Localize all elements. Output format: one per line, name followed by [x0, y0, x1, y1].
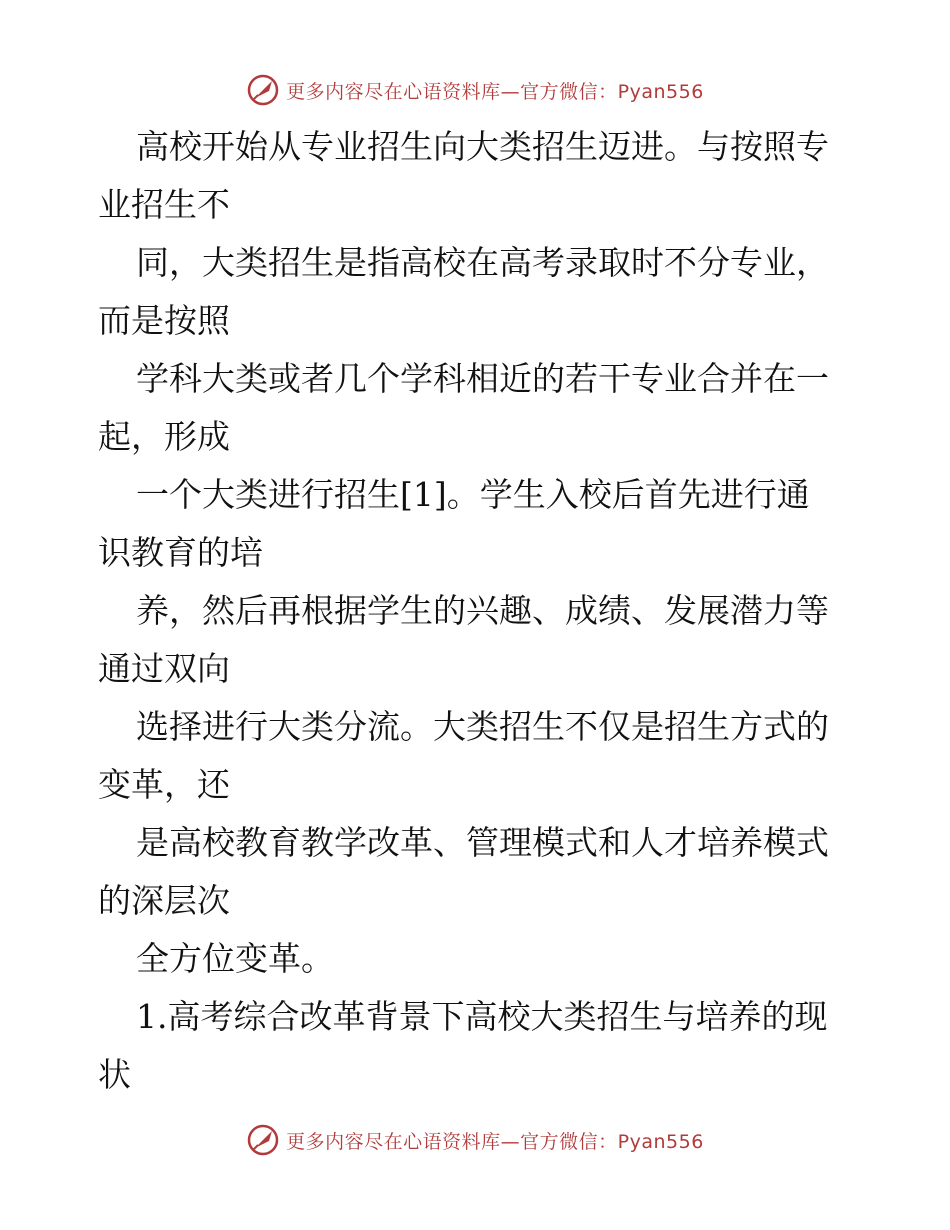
text-line: 是高校教育教学改革、管理模式和人才培养模式 — [136, 823, 829, 862]
text-line: 全方位变革。 — [136, 939, 334, 978]
text-line: 养，然后再根据学生的兴趣、成绩、发展潜力等 — [136, 591, 829, 630]
section-heading: 1.高考综合改革背景下高校大类招生与培养的现 — [136, 997, 828, 1036]
text-line: 同，大类招生是指高校在高考录取时不分专业， — [136, 243, 829, 282]
quill-logo-icon — [246, 1123, 280, 1157]
text-line: 选择进行大类分流。大类招生不仅是招生方式的 — [136, 707, 829, 746]
header-banner — [0, 70, 950, 110]
text-line: 识教育的培 — [98, 533, 263, 572]
quill-logo-icon — [246, 73, 280, 107]
text-line: 而是按照 — [98, 301, 230, 340]
text-line: 业招生不 — [98, 185, 230, 224]
text-line: 学科大类或者几个学科相近的若干专业合并在一 — [136, 359, 829, 398]
document-body — [98, 118, 858, 1104]
text-line: 高校开始从专业招生向大类招生迈进。与按照专 — [136, 127, 829, 166]
footer-banner-text: 更多内容尽在心语资料库—官方微信：Pyan556 — [286, 1130, 704, 1153]
text-line: 起，形成 — [98, 417, 230, 456]
footer-banner — [0, 1120, 950, 1160]
text-line: 通过双向 — [98, 649, 230, 688]
text-line: 变革，还 — [98, 765, 230, 804]
text-line: 一个大类进行招生[1]。学生入校后首先进行通 — [136, 475, 810, 514]
text-line: 状 — [98, 1055, 131, 1094]
header-banner-text: 更多内容尽在心语资料库—官方微信：Pyan556 — [286, 80, 704, 103]
text-line: 的深层次 — [98, 881, 230, 920]
